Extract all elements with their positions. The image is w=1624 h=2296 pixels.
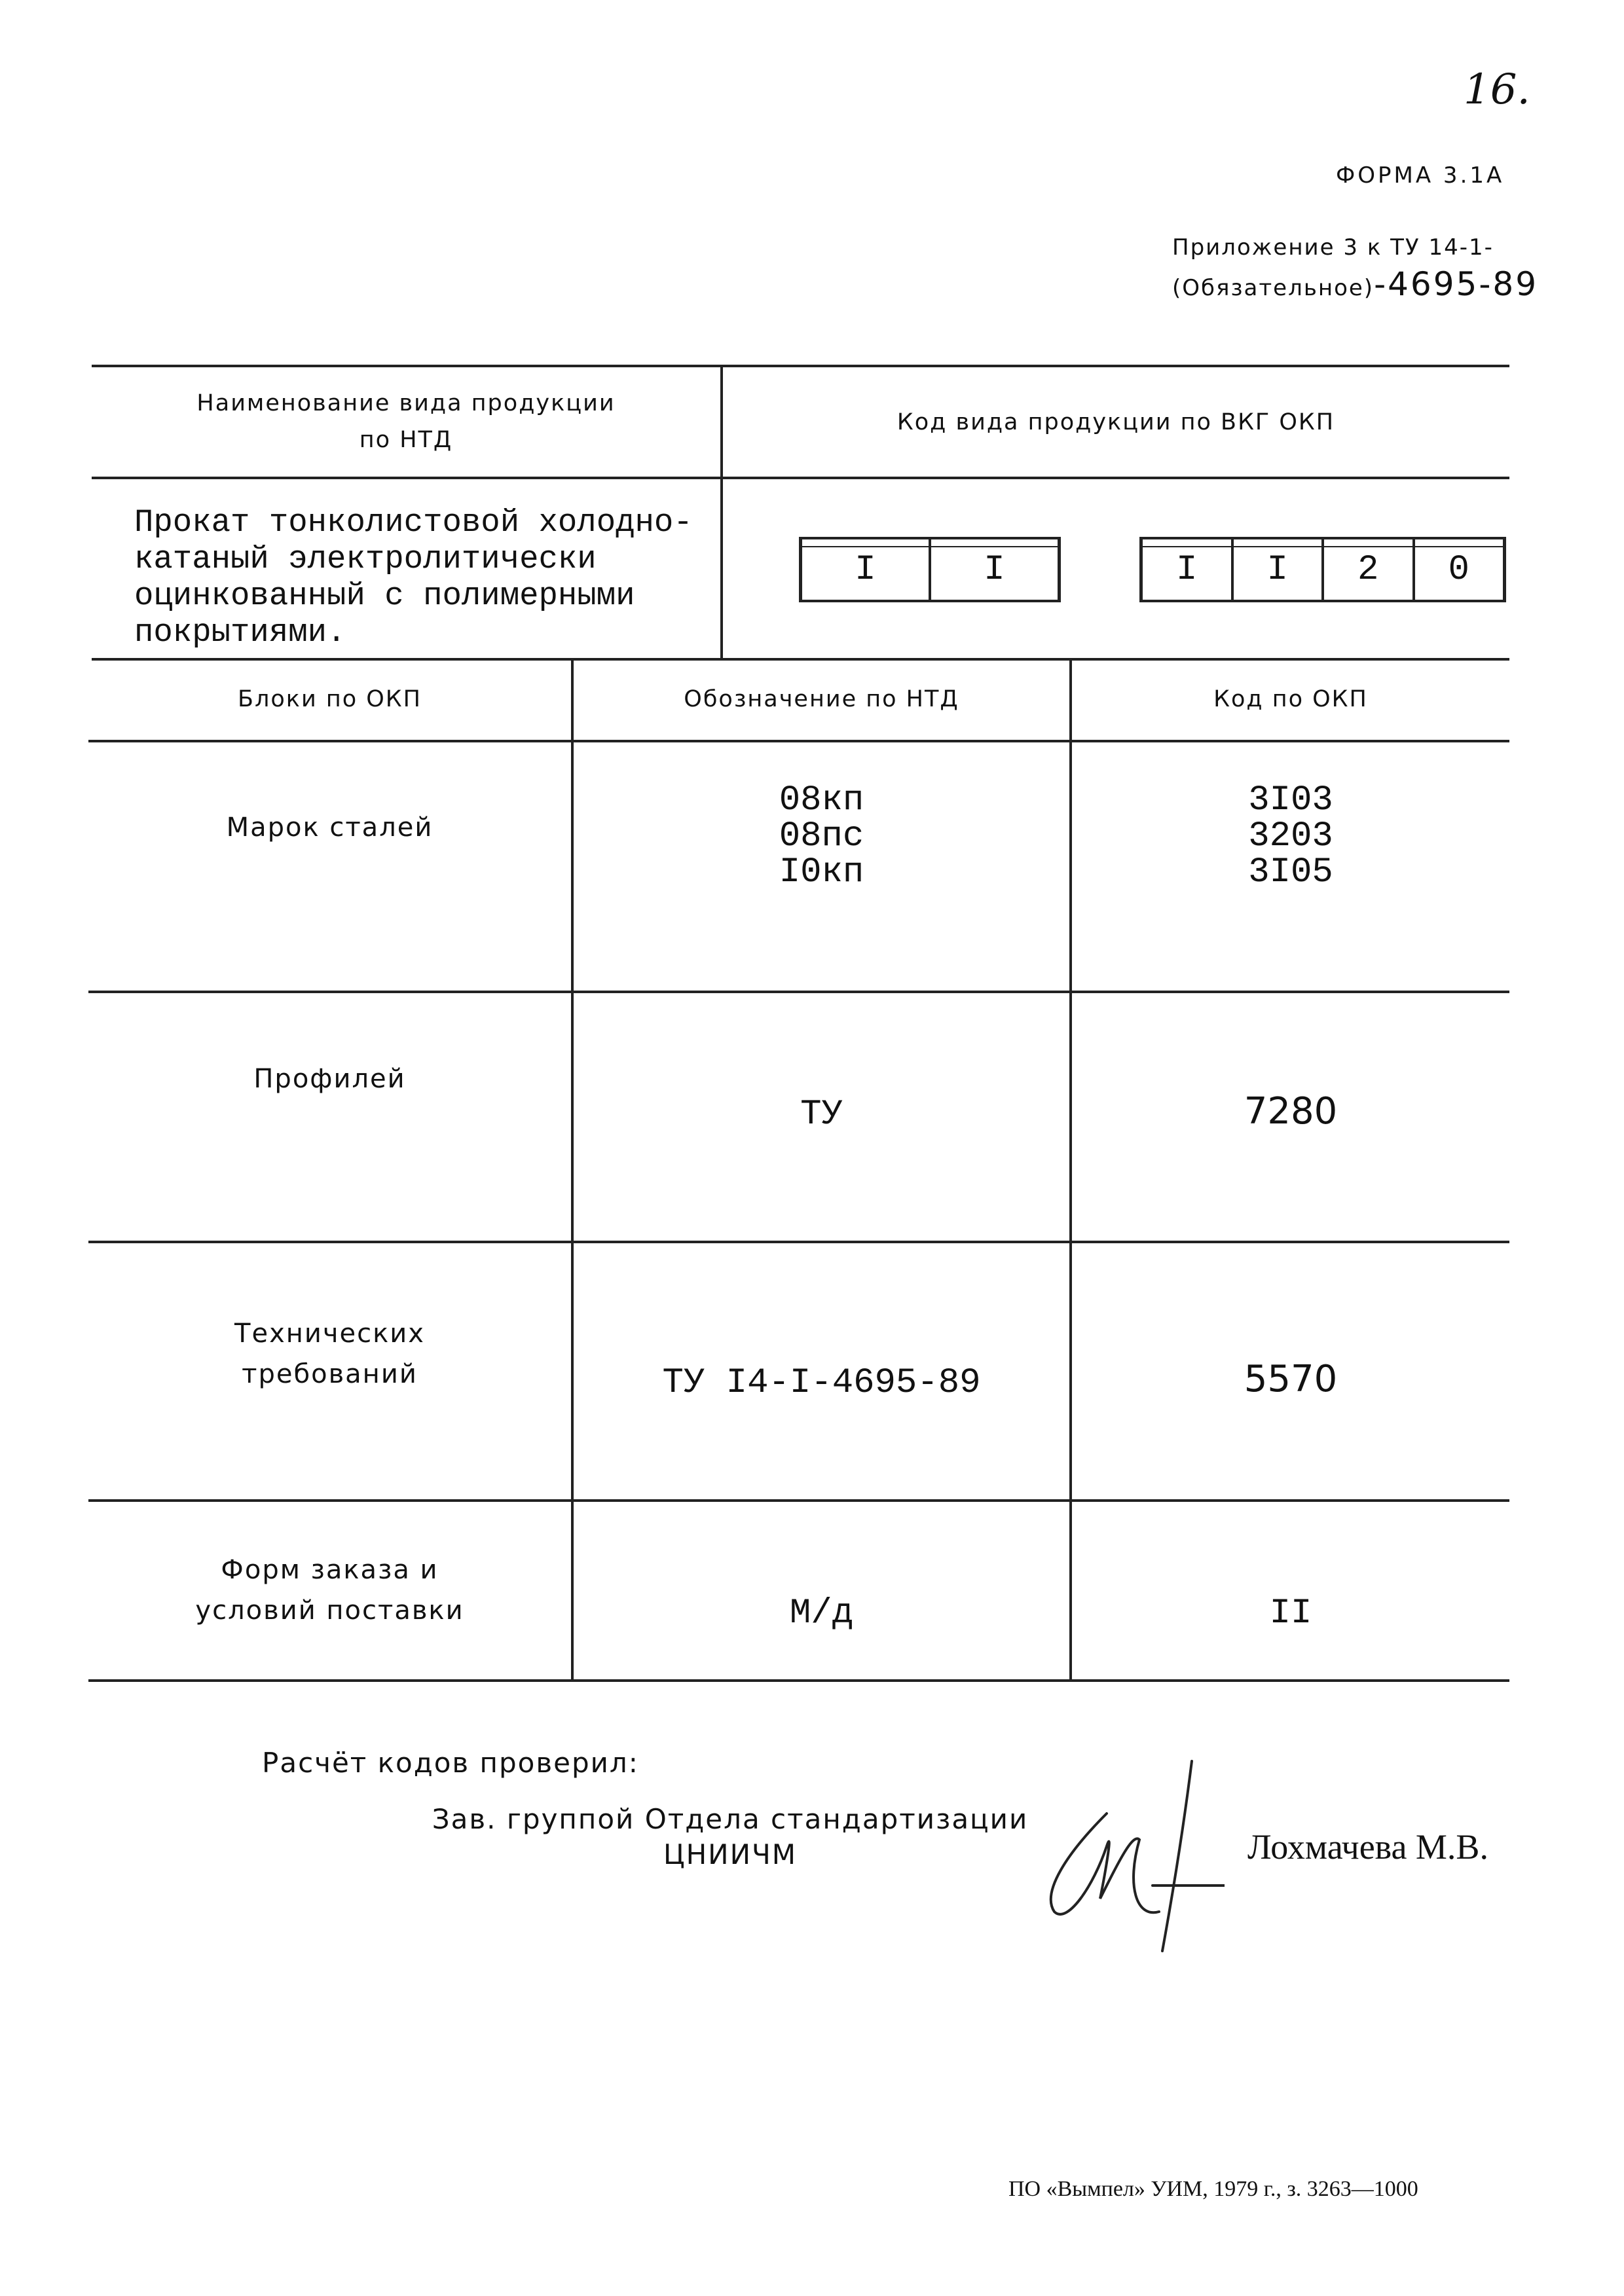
- blocks-header-rule: [88, 740, 1509, 742]
- row-steel-grades-designation: [574, 782, 1069, 890]
- product-name-line: катаный электролитически: [134, 541, 597, 577]
- product-name-line: оцинкованный с полимерными: [134, 577, 635, 614]
- product-name-header-line2: по НТД: [359, 427, 453, 453]
- code-digit: 2: [1324, 539, 1415, 600]
- top-table-header-rule: [92, 477, 1509, 479]
- row-profiles-block: [88, 1059, 571, 1099]
- block-label: Профилей: [253, 1064, 406, 1094]
- appendix-tu-number: -4695-89: [1374, 265, 1539, 303]
- row-tech-requirements-code: [1072, 1358, 1509, 1400]
- header-code: Код по ОКП: [1213, 686, 1368, 712]
- page-number: 16.: [1464, 65, 1530, 114]
- row-rule: [88, 1499, 1509, 1502]
- handwritten-signature: [1028, 1735, 1225, 1971]
- top-table-bottom-rule: [92, 658, 1509, 661]
- print-imprint: ПО «Вымпел» УИМ, 1979 г., з. 3263—1000: [1008, 2177, 1418, 2201]
- row-steel-grades-code: [1072, 782, 1509, 890]
- block-label: Марок сталей: [226, 812, 434, 843]
- row-tech-requirements-designation: [574, 1365, 1069, 1401]
- blocks-bottom-rule: [88, 1679, 1509, 1682]
- block-label: требований: [242, 1359, 418, 1389]
- designation-value: 08пс: [779, 816, 864, 856]
- code-value: 3203: [1248, 816, 1333, 856]
- product-code-group-2: [1139, 537, 1506, 602]
- signer-position-line1: Зав. группой Отдела стандартизации: [432, 1803, 1029, 1835]
- code-digit: I: [802, 539, 931, 600]
- appendix-mandatory: (Обязательное): [1172, 275, 1375, 301]
- row-rule: [88, 1241, 1509, 1243]
- block-label: Технических: [234, 1319, 425, 1349]
- code-value: 3I03: [1248, 780, 1333, 820]
- designation-value: ТУ I4-I-4695-89: [662, 1363, 981, 1403]
- signer-position: [419, 1802, 1041, 1872]
- designation-value: М/д: [789, 1594, 854, 1633]
- block-label: условий поставки: [195, 1595, 464, 1626]
- code-value: 5570: [1244, 1358, 1338, 1400]
- product-code-group-1: [799, 537, 1061, 602]
- product-name-header-line1: Наименование вида продукции: [196, 390, 616, 416]
- code-digit: I: [1143, 539, 1234, 600]
- row-order-forms-designation: [574, 1595, 1069, 1631]
- header-blocks: Блоки по ОКП: [238, 686, 422, 712]
- row-order-forms-code: [1072, 1595, 1509, 1631]
- designation-value: I0кп: [779, 852, 864, 892]
- signer-position-line2: ЦНИИЧМ: [663, 1838, 798, 1870]
- code-value: 7280: [1244, 1090, 1338, 1133]
- code-digit: I: [1234, 539, 1325, 600]
- product-name-line: покрытиями.: [134, 614, 346, 651]
- designation-value: ТУ: [800, 1095, 843, 1135]
- product-name-header: [92, 385, 720, 458]
- code-value: II: [1269, 1594, 1312, 1633]
- row-rule: [88, 991, 1509, 993]
- signer-name: Лохмачева М.В.: [1247, 1827, 1488, 1867]
- code-value: 3I05: [1248, 852, 1333, 892]
- product-code-header: Код вида продукции по ВКГ ОКП: [896, 409, 1335, 435]
- top-table-top-rule: [92, 365, 1509, 367]
- header-designation: Обозначение по НТД: [684, 686, 959, 712]
- row-order-forms-block: [88, 1550, 571, 1631]
- appendix-line1: Приложение 3 к ТУ 14-1-: [1172, 234, 1494, 261]
- codes-checked-label: Расчёт кодов проверил:: [262, 1747, 639, 1779]
- row-profiles-designation: [574, 1097, 1069, 1133]
- block-label: Форм заказа и: [221, 1555, 439, 1585]
- appendix-note: [1172, 229, 1538, 306]
- product-name-line: Прокат тонколистовой холодно-: [134, 504, 693, 541]
- designation-value: 08кп: [779, 780, 864, 820]
- row-steel-grades-block: [88, 807, 571, 848]
- code-digit: 0: [1448, 549, 1469, 590]
- form-label: ФОРМА 3.1А: [1336, 162, 1505, 189]
- product-name: [134, 504, 724, 651]
- row-tech-requirements-block: [88, 1313, 571, 1394]
- appendix-line2: [1172, 266, 1538, 306]
- row-profiles-code: [1072, 1090, 1509, 1133]
- code-digit: I: [984, 549, 1005, 590]
